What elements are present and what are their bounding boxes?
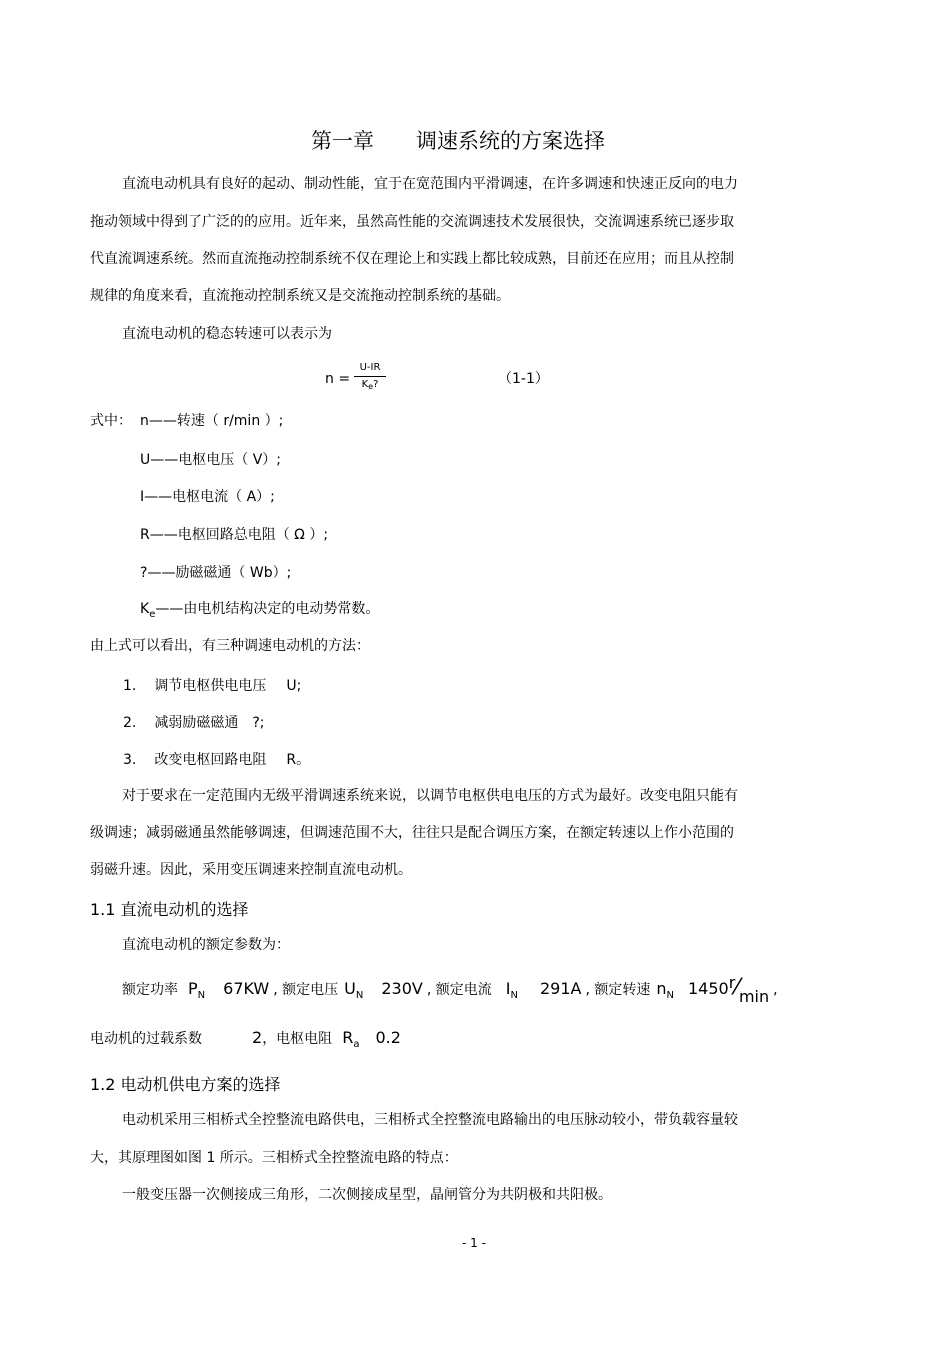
legend-i: I——电枢电流（ A）; — [140, 489, 275, 505]
page-number: - 1 - — [462, 1236, 486, 1250]
conclusion-line-2: 级调速；减弱磁通虽然能够调速，但调速范围不大，往往只是配合调压方案，在额定转速以上作小范围的 — [90, 825, 734, 841]
method-item: 2. 减弱励磁磁通 ?; — [123, 715, 265, 731]
legend-r: R——电枢回路总电阻（ Ω ）; — [140, 527, 329, 543]
legend-phi: ?——励磁磁通（ Wb）; — [140, 565, 292, 581]
legend-lead: 式中： — [90, 413, 132, 429]
formula-lhs: n = — [325, 371, 351, 387]
formula-number: （1-1） — [498, 371, 549, 387]
overload-line: 电动机的过载系数 2，电枢电阻 $R_a$ 0.2 — [90, 1028, 401, 1050]
legend-n: n——转速（ r/min ）; — [140, 413, 284, 429]
section-1-1-intro: 直流电动机的额定参数为： — [122, 937, 290, 953]
intro-line-2: 拖动领域中得到了广泛的的应用。近年来，虽然高性能的交流调速技术发展很快，交流调速系统已逐步取 — [90, 214, 734, 230]
legend-ke: $K_e——$由电机结构决定的电动势常数。 — [140, 601, 380, 620]
section-1-2-line-2: 大，其原理图如图 1 所示。三相桥式全控整流电路的特点： — [90, 1150, 458, 1166]
method-item: 3. 改变电枢回路电阻 R。 — [123, 752, 311, 768]
intro-line-4: 规律的角度来看，直流拖动控制系统又是交流拖动控制系统的基础。 — [90, 288, 510, 304]
legend-u: U——电枢电压（ V）; — [140, 452, 281, 468]
intro-line-3: 代直流调速系统。然而直流拖动控制系统不仅在理论上和实践上都比较成熟，目前还在应用；而且从控制 — [90, 251, 734, 267]
fraction-bar — [354, 376, 386, 377]
formula-intro: 直流电动机的稳态转速可以表示为 — [122, 326, 332, 342]
rated-params-line: 额定功率 $P_N$ 67KW , 额定电压 $U_N$ 230V , 额定电流 $I_N$ 291A , 额定转速 $n_N$ 1450r⁄min , — [122, 973, 778, 1006]
method-item: 1. 调节电枢供电电压 U; — [123, 678, 302, 694]
section-heading-1-1: 1.1 直流电动机的选择 — [90, 900, 249, 919]
methods-intro: 由上式可以看出，有三种调速电动机的方法： — [90, 638, 370, 654]
chapter-title: 第一章 调速系统的方案选择 — [311, 129, 605, 153]
section-1-2-line-3: 一般变压器一次侧接成三角形，二次侧接成星型，晶闸管分为共阴极和共阳极。 — [122, 1187, 612, 1203]
section-1-2-line-1: 电动机采用三相桥式全控整流电路供电，三相桥式全控整流电路输出的电压脉动较小，带负载容量较 — [122, 1112, 738, 1128]
intro-line-1: 直流电动机具有良好的起动、制动性能，宜于在宽范围内平滑调速，在许多调速和快速正反向的电力 — [122, 176, 738, 192]
conclusion-line-3: 弱磁升速。因此，采用变压调速来控制直流电动机。 — [90, 862, 412, 878]
formula-numerator: U-IR — [359, 362, 381, 373]
section-heading-1-2: 1.2 电动机供电方案的选择 — [90, 1075, 281, 1094]
formula-denominator: $K_e$? — [361, 379, 379, 391]
conclusion-line-1: 对于要求在一定范围内无级平滑调速系统来说，以调节电枢供电电压的方式为最好。改变电阻只能有 — [122, 788, 738, 804]
